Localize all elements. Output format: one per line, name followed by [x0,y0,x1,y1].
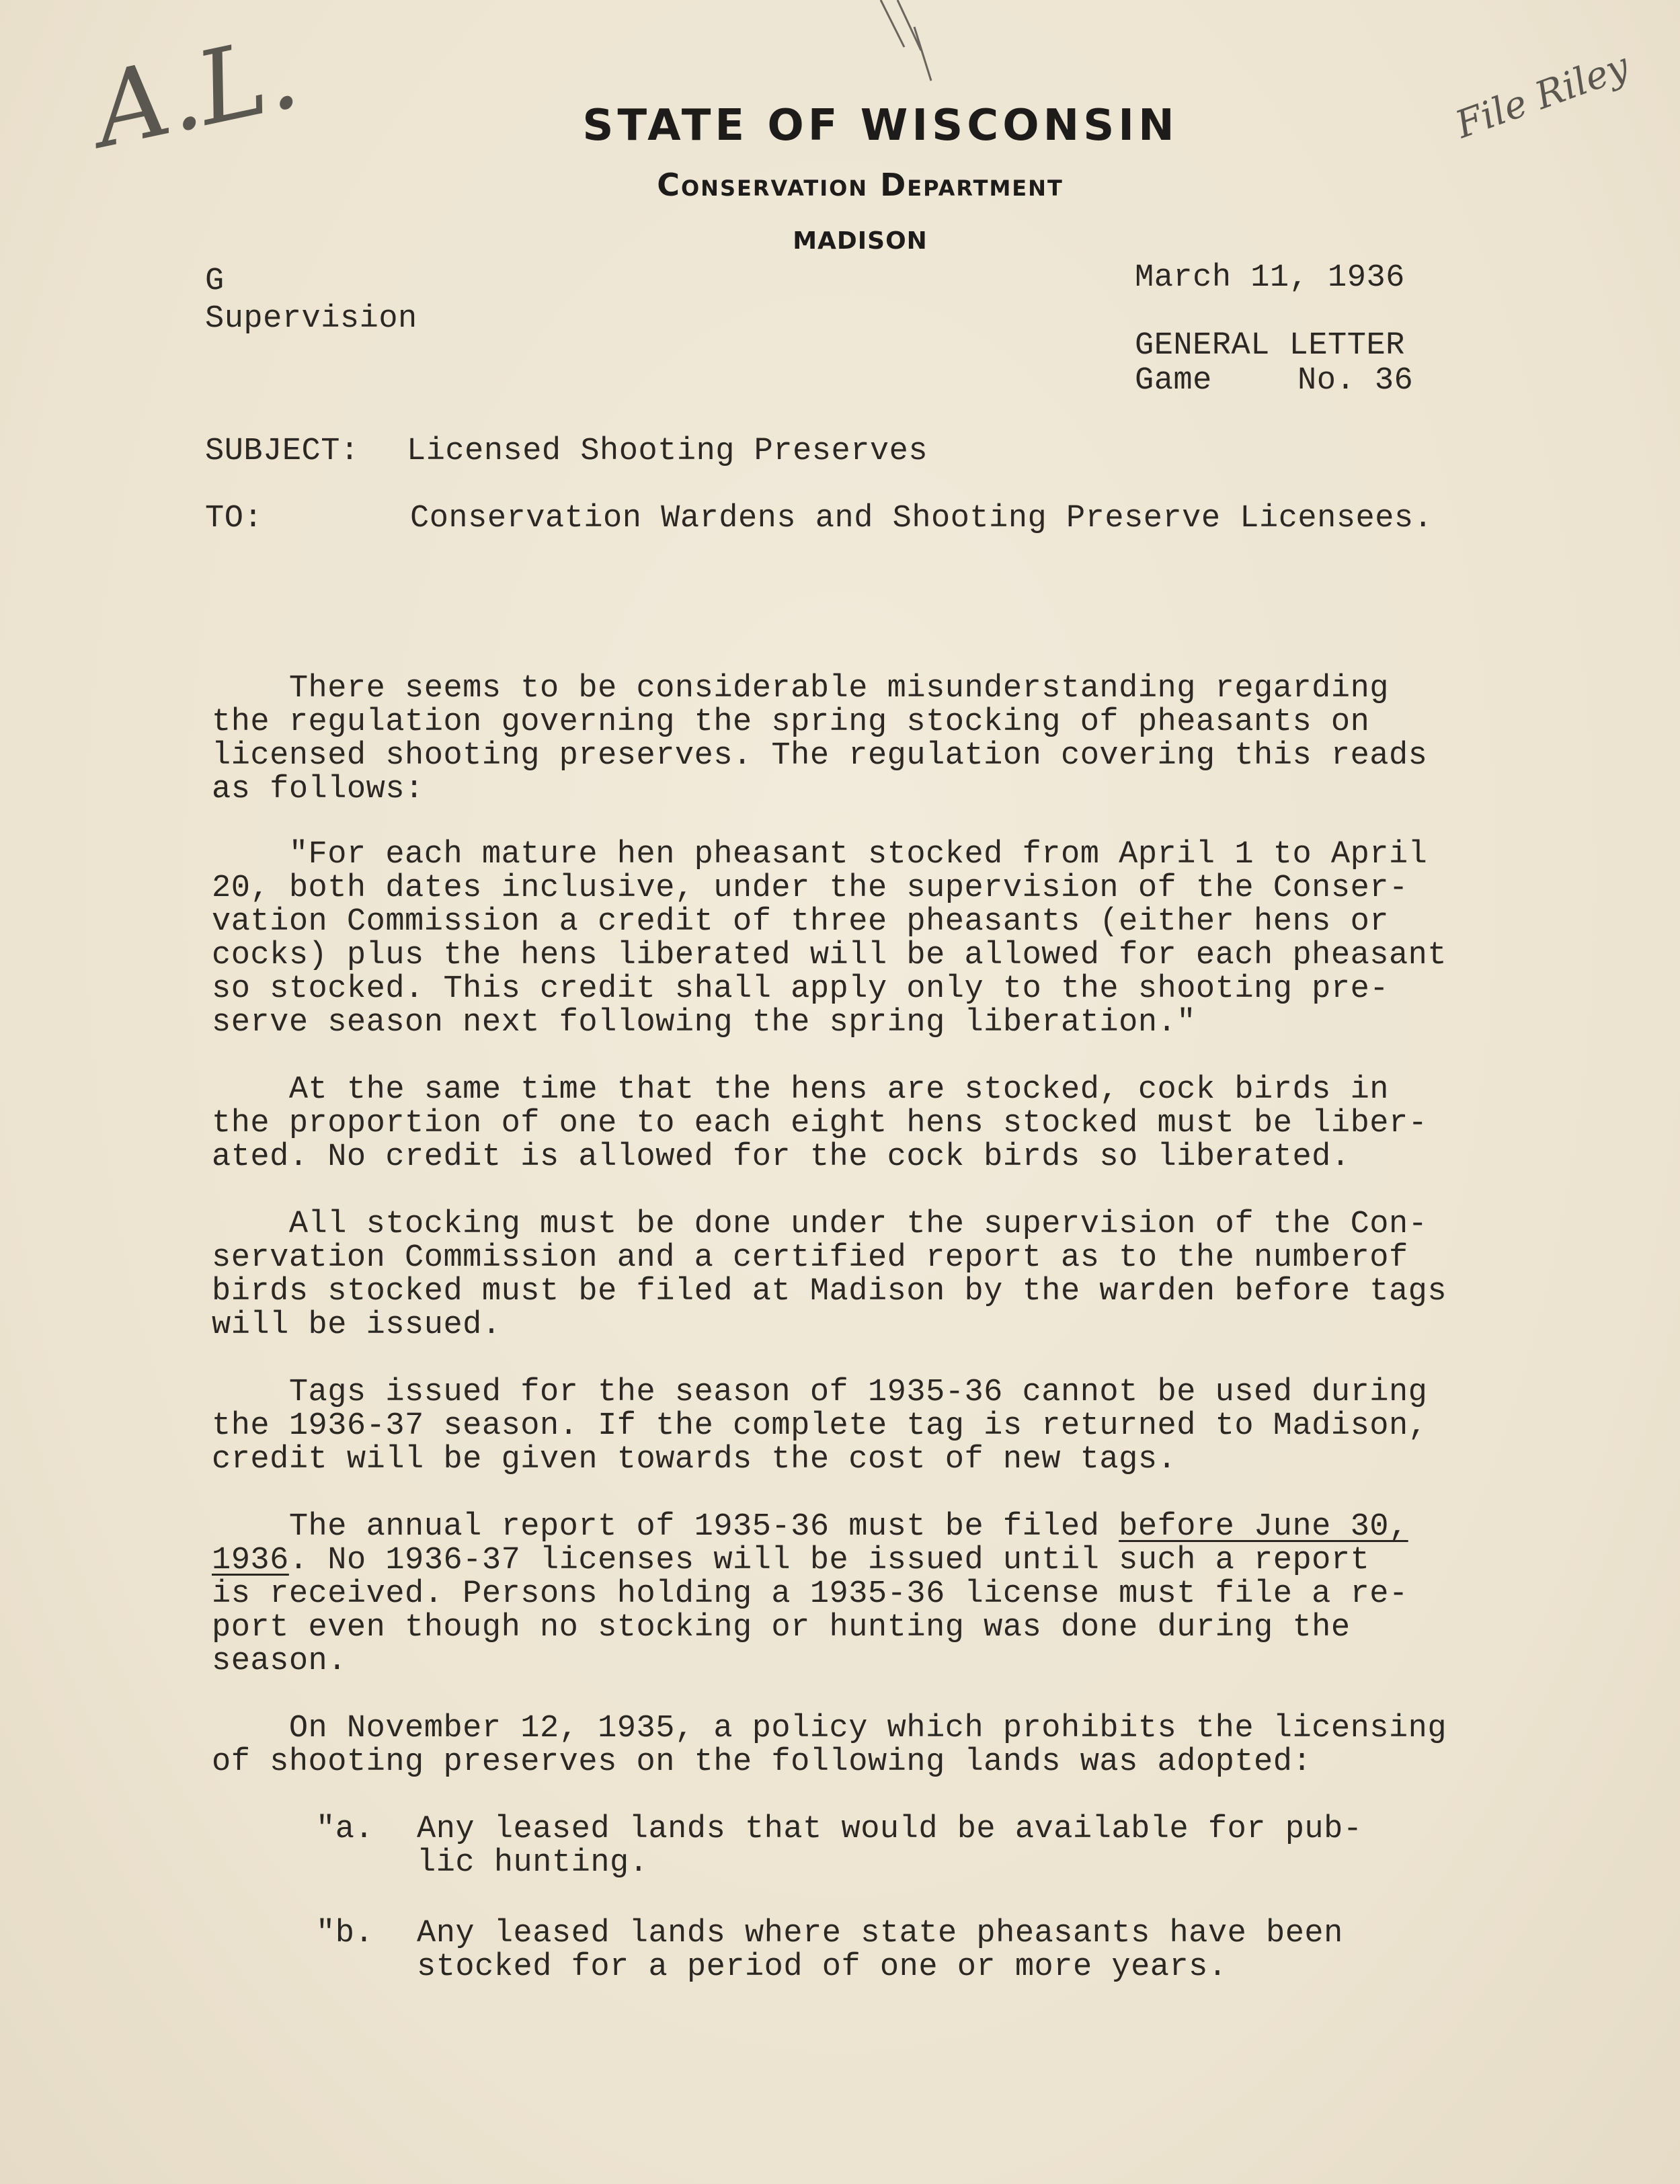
letter-category: Game [1135,363,1212,399]
header-code: G [205,264,225,299]
body-line: of shooting preserves on the following lands was adopted: [212,1744,1312,1780]
pencil-marks [867,0,948,87]
list-item-line: stocked for a period of one or more years. [417,1949,1228,1985]
body-line: serve season next following the spring liberation." [212,1005,1196,1041]
letter-date: March 11, 1936 [1135,260,1405,296]
to-text: Conservation Wardens and Shooting Preserve Licensees. [410,501,1433,536]
body-line: the regulation governing the spring stocking of pheasants on [212,704,1370,740]
body-line: licensed shooting preserves. The regulation covering this reads [212,738,1428,774]
body-line: port even though no stocking or hunting was done during the [212,1610,1351,1646]
deadline-underlined: before June 30, [1119,1509,1408,1545]
body-line: the proportion of one to each eight hens stocked must be liber- [212,1106,1428,1141]
deadline-year-underlined: 1936 [212,1543,289,1578]
body-line: season. [212,1644,347,1679]
letter-number: No. 36 [1297,363,1414,399]
body-line: ated. No credit is allowed for the cock birds so liberated. [212,1139,1351,1175]
body-line: On November 12, 1935, a policy which prohibits the licensing [212,1711,1447,1746]
letterhead-city: MADISON [793,227,928,255]
letterhead-department: Conservation Department [657,167,1064,203]
body-line: At the same time that the hens are stocked, cock birds in [212,1072,1389,1108]
body-line: servation Commission and a certified report as to the numberof [212,1240,1408,1276]
body-line: cocks) plus the hens liberated will be allowed for each pheasant [212,938,1447,973]
body-line: as follows: [212,772,424,807]
body-text: The annual report of 1935-36 must be filed [212,1509,1119,1545]
subject-text: Licensed Shooting Preserves [407,434,928,469]
list-marker-b: "b. [316,1916,374,1951]
letter-type: GENERAL LETTER [1135,328,1405,364]
list-item-line: Any leased lands that would be available for pub- [417,1812,1363,1847]
body-line: "For each mature hen pheasant stocked from April 1 to April [212,837,1428,873]
list-item-line: Any leased lands where state pheasants have been [417,1916,1343,1951]
body-line: There seems to be considerable misunderstanding regarding [212,671,1389,706]
header-division: Supervision [205,301,417,337]
body-line [212,1509,1408,1545]
body-line: will be issued. [212,1307,502,1343]
body-line: so stocked. This credit shall apply only to the shooting pre- [212,971,1389,1007]
letterhead-state: STATE OF WISCONSIN [582,101,1178,151]
body-line: is received. Persons holding a 1935-36 license must file a re- [212,1576,1408,1612]
body-line: All stocking must be done under the supervision of the Con- [212,1207,1428,1242]
handwritten-initials: A.L. [84,13,309,171]
body-line: credit will be given towards the cost of new tags. [212,1442,1177,1478]
body-line [212,1543,1369,1578]
body-line: Tags issued for the season of 1935-36 cannot be used during [212,1375,1428,1410]
list-marker-a: "a. [316,1812,374,1847]
list-item-line: lic hunting. [417,1845,649,1881]
body-line: vation Commission a credit of three pheasants (either hens or [212,904,1389,940]
body-line: birds stocked must be filed at Madison by the warden before tags [212,1274,1447,1309]
handwritten-file-note: File Riley [1449,44,1635,147]
body-text: . No 1936-37 licenses will be issued until such a report [288,1543,1370,1578]
to-label: TO: [205,501,264,536]
body-line: the 1936-37 season. If the complete tag is returned to Madison, [212,1408,1428,1444]
subject-label: SUBJECT: [205,434,360,469]
body-line: 20, both dates inclusive, under the supervision of the Conser- [212,871,1408,906]
